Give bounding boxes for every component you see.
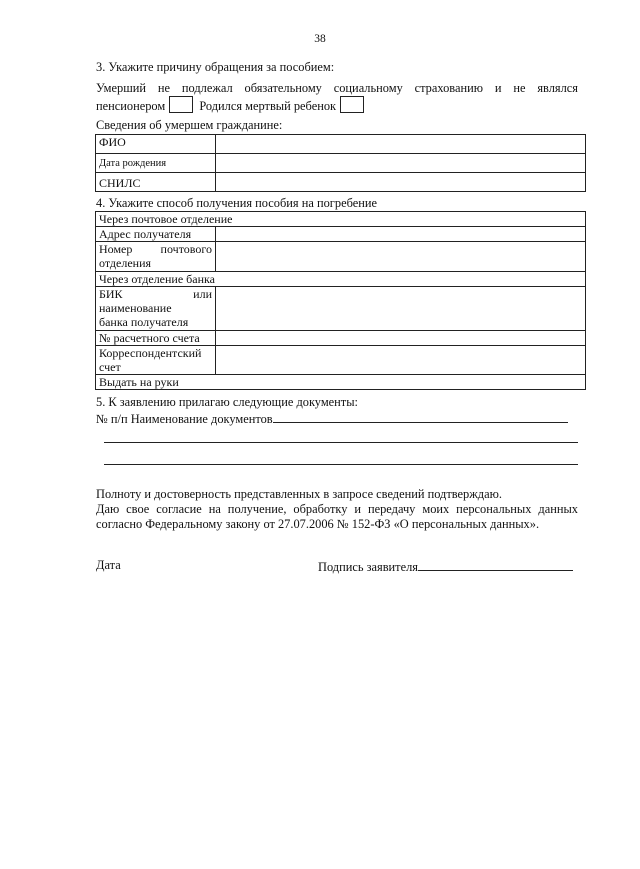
confirm-line3: согласно Федеральному закону от 27.07.2006 № 152-ФЗ «О персональных данных». — [96, 517, 540, 531]
snils-label: СНИЛС — [96, 173, 216, 192]
post-number-label: Номер почтового отделения — [96, 242, 216, 272]
bik-input[interactable] — [216, 287, 586, 331]
documents-header: № п/п Наименование документов — [96, 412, 273, 426]
documents-header-line — [96, 410, 578, 427]
account-input[interactable] — [216, 331, 586, 346]
table-row — [96, 242, 586, 272]
post-office-option[interactable]: Через почтовое отделение — [96, 212, 586, 227]
table-row — [96, 135, 586, 154]
reason-line1: Умерший не подлежал обязательному социальному страхованию и не являлся — [96, 81, 578, 95]
signature-input-line[interactable] — [418, 558, 573, 571]
page-number: 38 — [314, 33, 326, 45]
table-row — [96, 173, 586, 192]
table-row — [96, 287, 586, 331]
bik-label: БИК или наименование банка получателя — [96, 287, 216, 331]
post-number-input[interactable] — [216, 242, 586, 272]
table-row — [96, 227, 586, 242]
table-row — [96, 346, 586, 375]
snils-input[interactable] — [216, 173, 586, 192]
bank-branch-option[interactable]: Через отделение банка — [96, 272, 586, 287]
birth-date-label: Дата рождения — [96, 154, 216, 173]
fio-input[interactable] — [216, 135, 586, 154]
documents-input-line[interactable] — [273, 410, 568, 423]
confirm-line2: Даю свое согласие на получение, обработку и передачу моих персональных данных — [96, 502, 578, 516]
table-row — [96, 272, 586, 287]
stillborn-checkbox[interactable] — [340, 96, 364, 113]
documents-line-3[interactable] — [104, 464, 578, 465]
date-label: Дата — [96, 558, 121, 572]
birth-date-input[interactable] — [216, 154, 586, 173]
recipient-address-label: Адрес получателя — [96, 227, 216, 242]
section5-title: 5. К заявлению прилагаю следующие документы: — [96, 395, 358, 409]
fio-label: ФИО — [96, 135, 216, 154]
pensioner-label: пенсионером — [96, 99, 166, 113]
signature-label: Подпись заявителя — [318, 560, 418, 574]
payment-method-table — [95, 211, 586, 390]
documents-line-2[interactable] — [104, 442, 578, 443]
reason-line2 — [96, 96, 578, 114]
stillborn-label: Родился мертвый ребенок — [199, 99, 337, 113]
pensioner-checkbox[interactable] — [169, 96, 193, 113]
table-row — [96, 331, 586, 346]
deceased-table — [95, 134, 586, 192]
corr-account-label: Корреспондентский счет — [96, 346, 216, 375]
recipient-address-input[interactable] — [216, 227, 586, 242]
in-hand-option[interactable]: Выдать на руки — [96, 375, 586, 390]
deceased-heading: Сведения об умершем гражданине: — [96, 118, 283, 132]
account-label: № расчетного счета — [96, 331, 216, 346]
section4-title: 4. Укажите способ получения пособия на погребение — [96, 196, 377, 210]
section3-title: 3. Укажите причину обращения за пособием: — [96, 60, 335, 74]
confirm-line1: Полноту и достоверность представленных в запросе сведений подтверждаю. — [96, 487, 502, 501]
table-row — [96, 375, 586, 390]
signature-area — [318, 558, 573, 575]
table-row — [96, 154, 586, 173]
corr-account-input[interactable] — [216, 346, 586, 375]
table-row — [96, 212, 586, 227]
